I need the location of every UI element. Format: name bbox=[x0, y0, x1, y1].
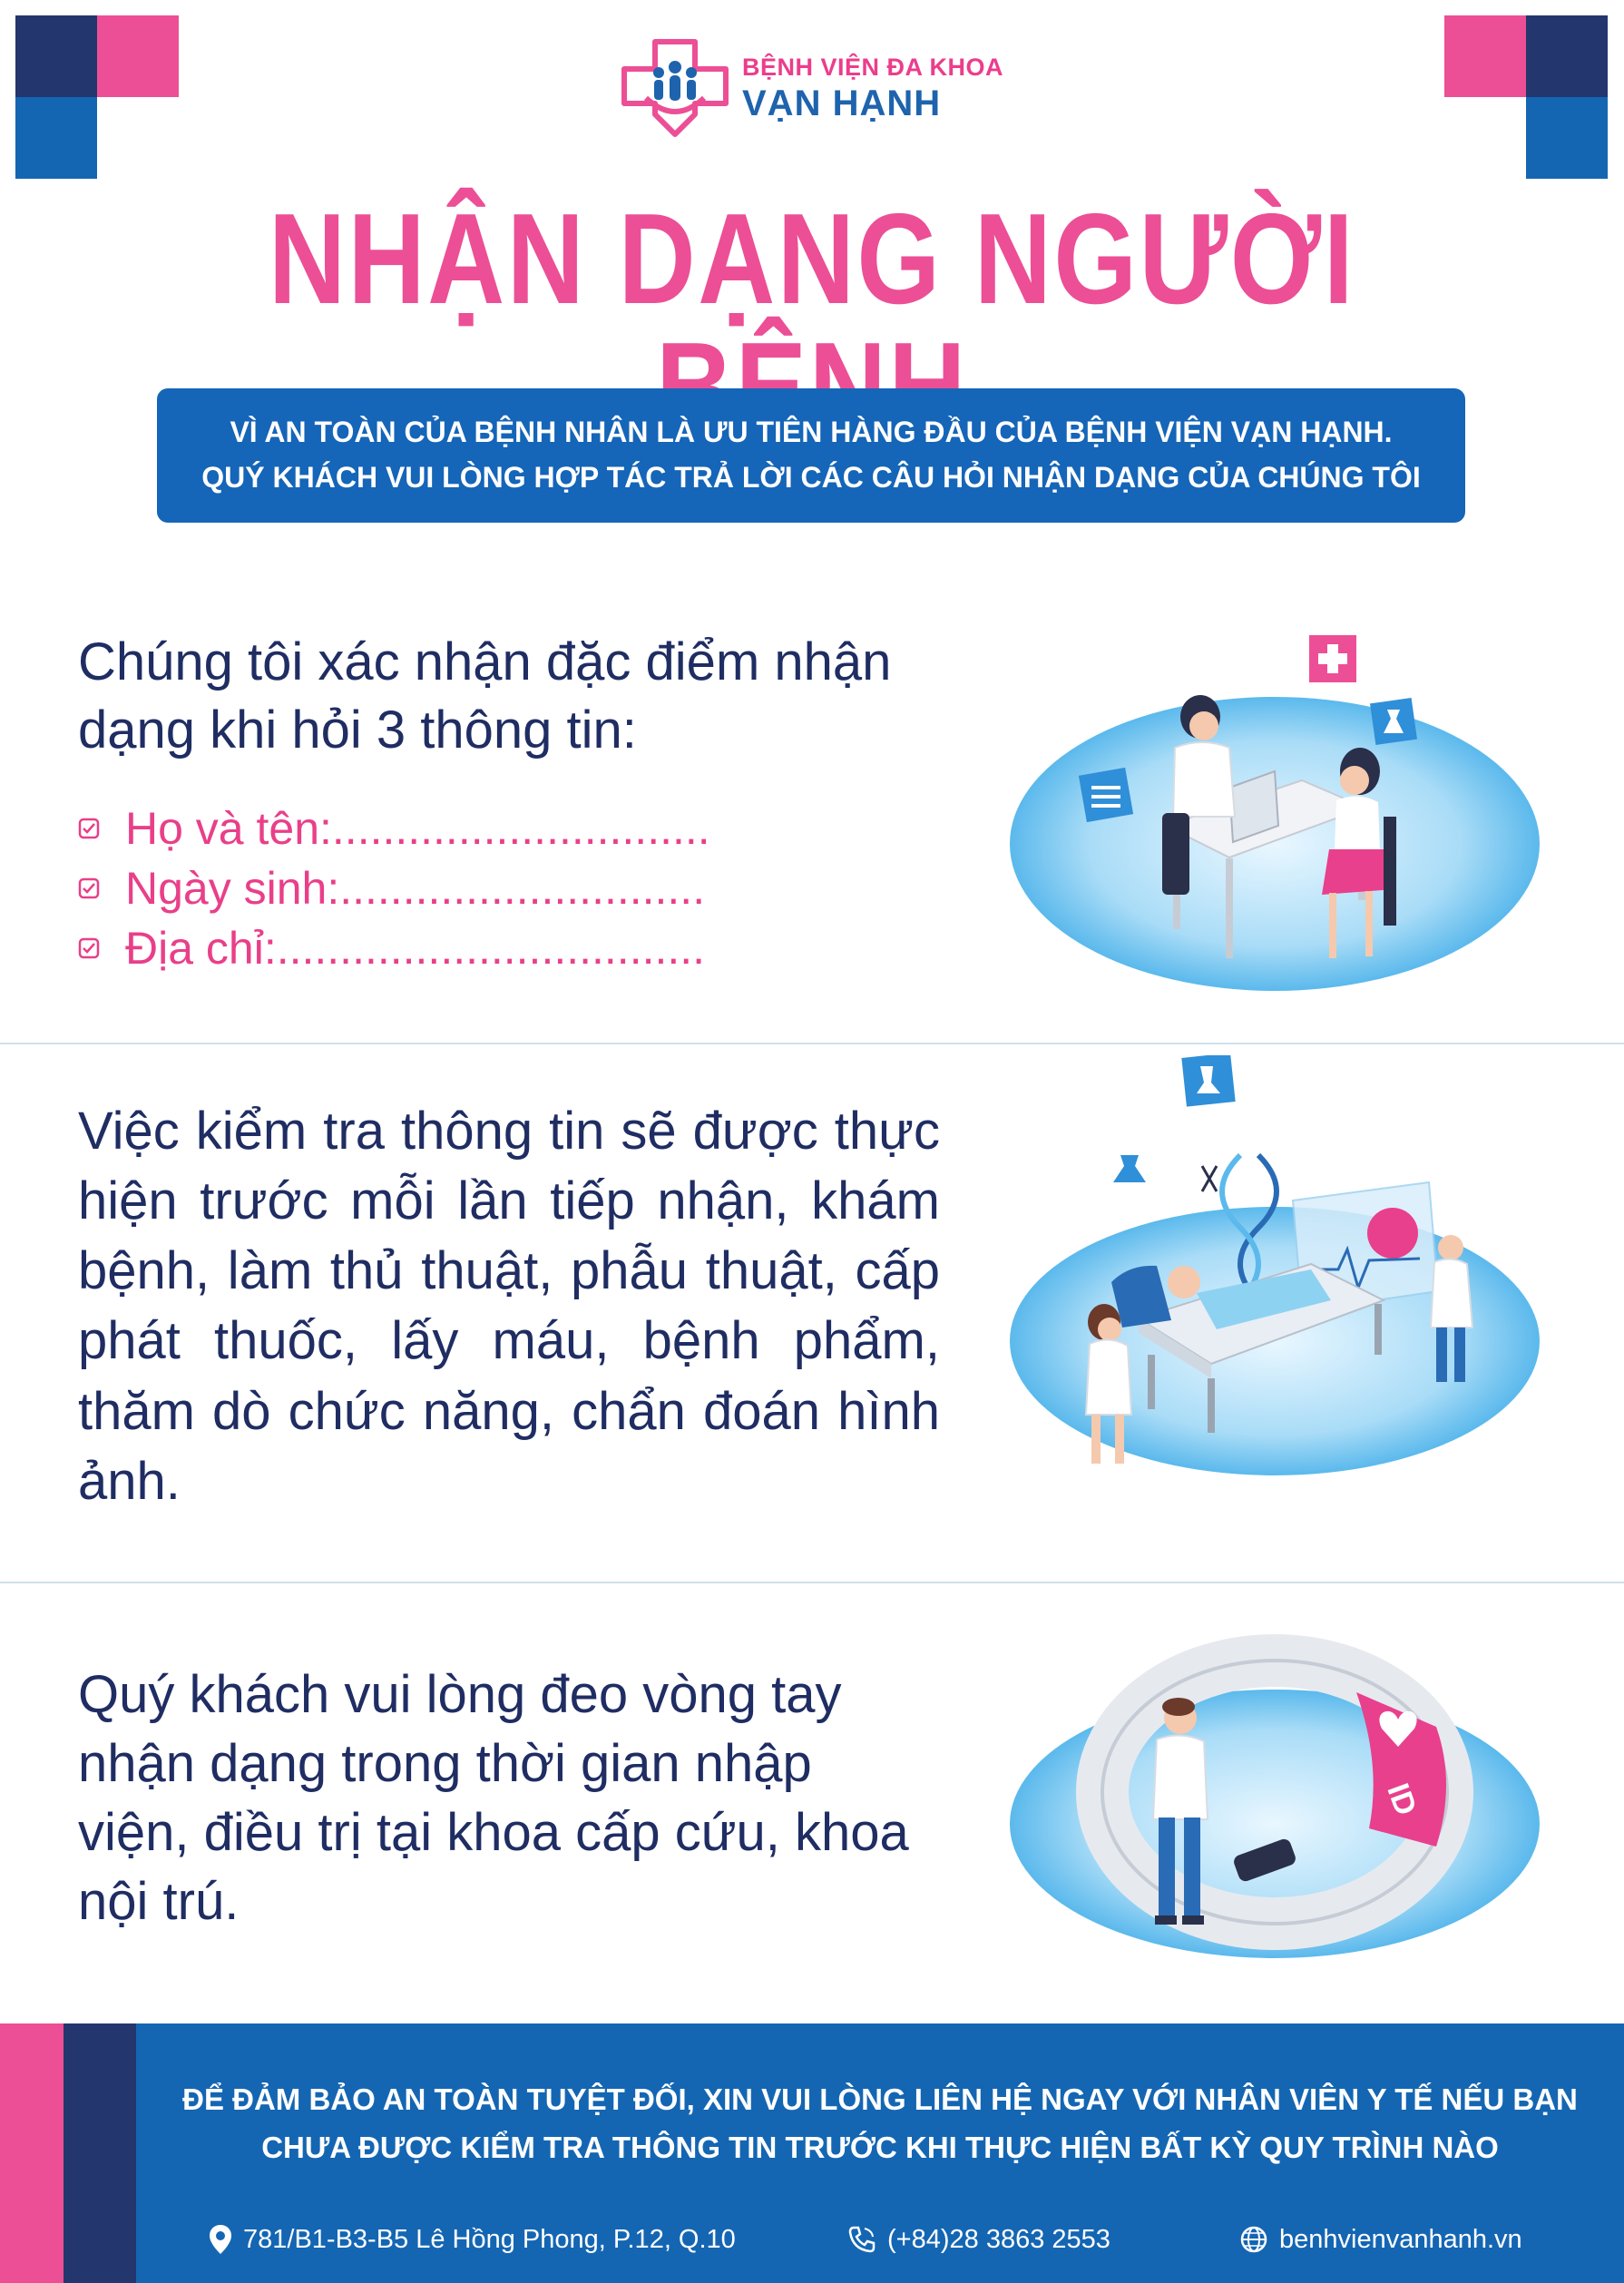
banner-line1: VÌ AN TOÀN CỦA BỆNH NHÂN LÀ ƯU TIÊN HÀNG ĐẦU CỦA BỆNH VIỆN VẠN HẠNH. bbox=[230, 416, 1393, 449]
footer-contacts bbox=[136, 2214, 1624, 2265]
phone-icon bbox=[847, 2225, 876, 2254]
footer bbox=[0, 2023, 1624, 2283]
checkbox-icon bbox=[78, 818, 100, 839]
checklist-item-label: Địa chỉ:.................................. bbox=[125, 923, 706, 974]
safety-banner bbox=[157, 388, 1465, 523]
checkbox-icon bbox=[78, 937, 100, 959]
wristband-id-label: ID bbox=[1380, 1778, 1423, 1820]
globe-icon bbox=[1239, 2225, 1268, 2254]
checklist-item-label: Họ và tên:.............................. bbox=[125, 803, 710, 854]
banner-line2: QUÝ KHÁCH VUI LÒNG HỢP TÁC TRẢ LỜI CÁC CÂU HỎI NHẬN DẠNG CỦA CHÚNG TÔI bbox=[201, 461, 1421, 494]
contact-phone bbox=[847, 2214, 1110, 2265]
section1-text: Chúng tôi xác nhận đặc điểm nhận dạng khi hỏi 3 thông tin: bbox=[78, 632, 892, 760]
address-text: 781/B1-B3-B5 Lê Hồng Phong, P.12, Q.10 bbox=[243, 2224, 736, 2254]
identity-checklist bbox=[78, 799, 710, 978]
checkbox-icon bbox=[78, 877, 100, 899]
website-link[interactable]: benhvienvanhanh.vn bbox=[1279, 2224, 1522, 2254]
section-divider bbox=[0, 1582, 1624, 1583]
checklist-item bbox=[78, 918, 710, 978]
checklist-item bbox=[78, 799, 710, 858]
corner-decoration-top-left bbox=[15, 15, 179, 179]
wristband-illustration bbox=[1003, 1620, 1547, 1983]
hospital-cross-logo-icon bbox=[619, 38, 731, 140]
footer-message bbox=[136, 2076, 1624, 2172]
checklist-item-label: Ngày sinh:............................. bbox=[125, 863, 706, 914]
section3-text: Quý khách vui lòng đeo vòng tay nhận dạng trong thời gian nhập viện, điều trị tại khoa cấp cứu, khoa nội trú. bbox=[78, 1665, 909, 1931]
doctor-consultation-illustration bbox=[1003, 635, 1547, 998]
hospital-logo bbox=[619, 38, 1009, 140]
page-title: NHẬN DẠNG NGƯỜI bbox=[268, 187, 1356, 331]
brand-line2: VẠN HẠNH bbox=[742, 83, 942, 123]
footer-message-line2: CHƯA ĐƯỢC KIỂM TRA THÔNG TIN TRƯỚC KHI THỰC HIỆN BẤT KỲ QUY TRÌNH NÀO bbox=[261, 2130, 1499, 2164]
section2-text: Việc kiểm tra thông tin sẽ được thực hiện trước mỗi lần tiếp nhận, khám bệnh, làm thủ thuật, phẫu thuật, cấp phát thuốc, lấy máu, bệnh phẩm, thăm dò chức năng, chẩn đoán hình ảnh. bbox=[78, 1102, 940, 1511]
checklist-item bbox=[78, 858, 710, 918]
brand-line1: BỆNH VIỆN ĐA KHOA bbox=[742, 54, 1004, 82]
section-divider bbox=[0, 1043, 1624, 1044]
contact-address bbox=[209, 2214, 736, 2265]
phone-text: (+84)28 3863 2553 bbox=[887, 2224, 1110, 2254]
hospital-bed-dna-illustration bbox=[1003, 1055, 1547, 1509]
footer-corner-decoration bbox=[0, 2023, 136, 2283]
footer-message-line1: ĐỂ ĐẢM BẢO AN TOÀN TUYỆT ĐỐI, XIN VUI LÒNG LIÊN HỆ NGAY VỚI NHÂN VIÊN Y TẾ NẾU BẠN bbox=[182, 2082, 1578, 2116]
corner-decoration-top-right bbox=[1444, 15, 1608, 179]
location-pin-icon bbox=[209, 2224, 232, 2255]
contact-website[interactable] bbox=[1239, 2214, 1522, 2265]
